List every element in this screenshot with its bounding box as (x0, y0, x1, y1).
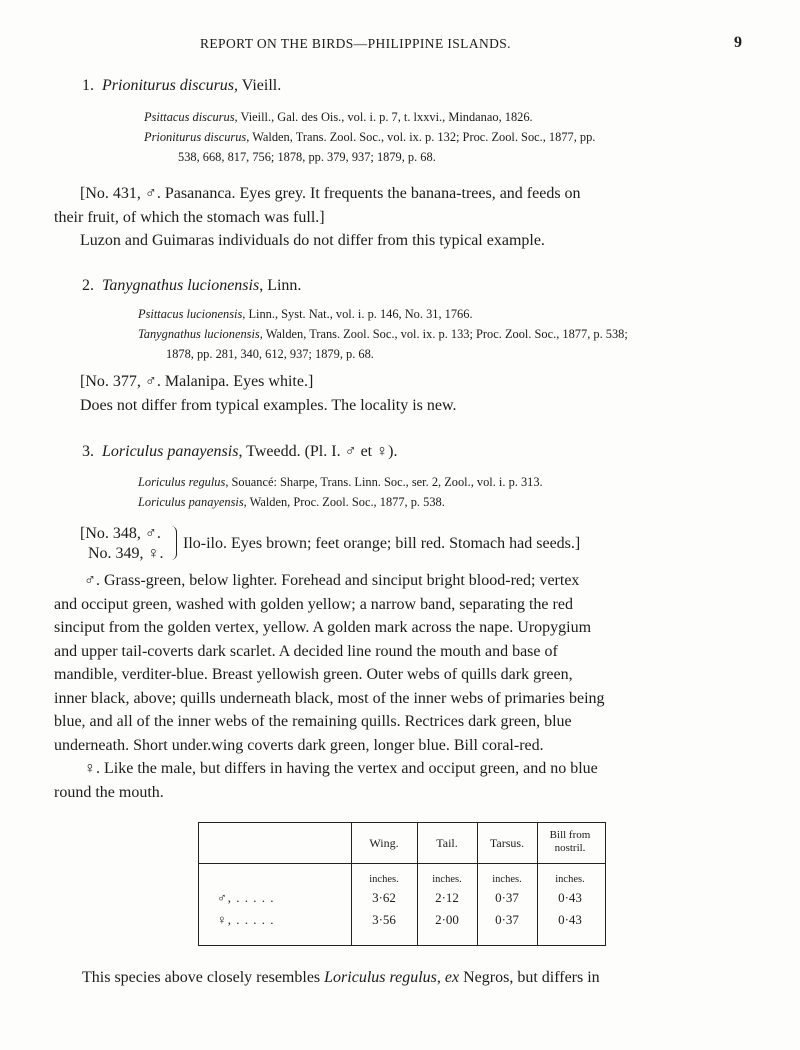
description-line: blue, and all of the inner webs of the remaining quills. Rectrices dark green, blue (54, 713, 572, 730)
female-description (54, 757, 744, 804)
synonym-line (138, 344, 628, 364)
description-line: round the mouth. (54, 783, 164, 801)
table-cell: 3·56 (372, 912, 396, 927)
synonym-line (138, 472, 543, 492)
table-cell: 2·12 (435, 890, 459, 905)
species-authority: , Vieill. (234, 77, 282, 94)
page-number: 9 (734, 34, 742, 51)
species-heading-2 (82, 276, 301, 296)
species-heading-1 (82, 76, 281, 96)
species-notes-2 (80, 370, 740, 417)
species-name: Tanygnathus lucionensis (102, 277, 260, 294)
synonym-name: Tanygnathus lucionensis (138, 327, 260, 341)
row-label-male: ♂, . . . . . (217, 890, 275, 905)
synonym-citation: , Souancé: Sharpe, Trans. Linn. Soc., ser. 2, Zool., vol. i. p. 313. (225, 475, 543, 489)
synonym-line (144, 147, 595, 167)
running-head (0, 34, 800, 58)
unit-label: inches. (555, 874, 585, 885)
synonym-line (138, 304, 628, 324)
species-heading-3 (82, 442, 397, 462)
synonymy-block-1 (144, 107, 595, 167)
note-line: [No. 431, ♂. Pasananca. Eyes grey. It frequents the banana-trees, and feeds on (80, 185, 581, 202)
synonymy-block-3 (138, 472, 543, 512)
closing-text-italic: ex (444, 969, 460, 986)
closing-line (82, 966, 744, 990)
column-header-tail: Tail. (436, 836, 458, 850)
table-cell: 2·00 (435, 912, 459, 927)
specimen-record (80, 524, 740, 568)
synonym-citation: , Walden, Trans. Zool. Soc., vol. ix. p. 132; Proc. Zool. Soc., 1877, pp. (246, 130, 596, 144)
synonym-name: Loriculus regulus (138, 475, 226, 489)
synonym-name: Loriculus panayensis (138, 495, 244, 509)
specimen-numbers (80, 524, 164, 564)
measurement-table (198, 822, 606, 946)
species-number: 3. (82, 443, 94, 460)
note-line: Luzon and Guimaras individuals do not differ from this typical example. (80, 232, 545, 249)
description-line: and upper tail-coverts dark scarlet. A decided line round the mouth and base of (54, 642, 558, 660)
brace-mark (170, 526, 177, 560)
synonym-line (138, 324, 628, 344)
table-cell: 0·37 (495, 890, 519, 905)
table-cell: 0·43 (558, 890, 582, 905)
synonym-citation: 1878, pp. 281, 340, 612, 937; 1879, p. 68. (166, 347, 374, 361)
description-line: sinciput from the golden vertex, yellow. A golden mark across the nape. Uropygium (54, 619, 592, 636)
synonym-citation: , Walden, Trans. Zool. Soc., vol. ix. p. 133; Proc. Zool. Soc., 1877, p. 538; (259, 327, 628, 341)
species-authority: , Tweedd. (Pl. I. ♂ et ♀). (238, 443, 398, 460)
species-name: Prioniturus discurus (102, 77, 235, 94)
unit-label: inches. (369, 874, 399, 885)
table-cell: 3·62 (372, 890, 396, 905)
species-number: 1. (82, 77, 94, 94)
synonym-line (144, 107, 595, 127)
note-line: [No. 377, ♂. Malanipa. Eyes white.] (80, 373, 314, 390)
note-line: their fruit, of which the stomach was full.] (54, 208, 325, 226)
species-authority: , Linn. (259, 277, 302, 294)
specimen-male: [No. 348, ♂. (80, 525, 161, 542)
closing-text: This species above closely resembles (82, 969, 325, 986)
description-line: and occiput green, washed with golden yellow; a narrow band, separating the red (54, 595, 573, 613)
synonym-name: Psittacus lucionensis (138, 307, 243, 321)
specimen-text: Ilo-ilo. Eyes brown; feet orange; bill red. Stomach had seeds.] (183, 535, 581, 552)
unit-label: inches. (492, 874, 522, 885)
species-notes-1 (54, 182, 744, 253)
unit-label: inches. (432, 874, 462, 885)
synonymy-block-2 (138, 304, 628, 364)
table-cell: 0·37 (495, 912, 519, 927)
species-name: Loriculus panayensis (102, 443, 239, 460)
closing-paragraph (82, 966, 744, 990)
closing-text: , (436, 969, 445, 986)
synonym-name: Prioniturus discurus (144, 130, 247, 144)
species-number: 2. (82, 277, 94, 294)
synonym-name: Psittacus discurus (144, 110, 235, 124)
column-header-tarsus: Tarsus. (489, 836, 525, 850)
note-line: Does not differ from typical examples. The locality is new. (80, 396, 457, 414)
specimen-female: No. 349, ♀. (88, 545, 164, 562)
synonym-citation: , Linn., Syst. Nat., vol. i. p. 146, No. 31, 1766. (242, 307, 473, 321)
description-line: ♂. Grass-green, below lighter. Forehead and sinciput bright blood-red; vertex (84, 572, 580, 589)
running-title: REPORT ON THE BIRDS—PHILIPPINE ISLANDS. (200, 36, 511, 51)
closing-text: Negros, but differs in (459, 969, 600, 986)
closing-species-name: Loriculus regulus (324, 969, 437, 986)
synonym-line (144, 127, 595, 147)
synonym-citation: , Vieill., Gal. des Ois., vol. i. p. 7, t. lxxvi., Mindanao, 1826. (234, 110, 533, 124)
synonym-citation: 538, 668, 817, 756; 1878, pp. 379, 937; 1879, p. 68. (178, 150, 436, 164)
row-label-female: ♀, . . . . . (217, 912, 275, 927)
table-cell: 0·43 (558, 912, 582, 927)
synonym-citation: , Walden, Proc. Zool. Soc., 1877, p. 538. (243, 495, 445, 509)
description-line: ♀. Like the male, but differs in having the vertex and occiput green, and no blue (84, 760, 598, 777)
column-header-bill: Bill from nostril. (549, 829, 591, 854)
male-description (54, 569, 744, 757)
description-line: mandible, verditer-blue. Breast yellowish green. Outer webs of quills dark green, (54, 666, 573, 683)
column-header-wing: Wing. (369, 836, 399, 850)
synonym-line (138, 492, 543, 512)
description-line: underneath. Short under.wing coverts dark green, longer blue. Bill coral-red. (54, 736, 544, 754)
description-line: inner black, above; quills underneath black, most of the inner webs of primaries being (54, 689, 605, 707)
